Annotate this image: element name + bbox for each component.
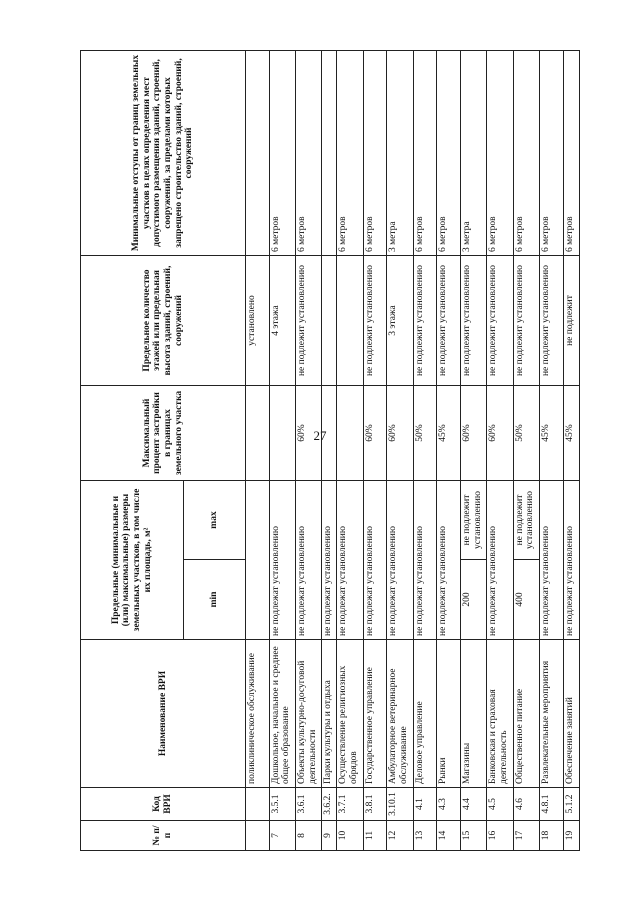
cell-min: не подлежат установлению <box>296 481 322 640</box>
page-number: 27 <box>313 428 327 443</box>
cell-setback <box>246 51 270 256</box>
cell-code: 4.5 <box>487 788 513 821</box>
table-body <box>246 51 580 851</box>
table-row <box>563 51 579 851</box>
table-row <box>513 51 539 851</box>
cell-floors: не подлежит <box>563 256 579 386</box>
cell-name: Объекты культурно-досуговой деятельности <box>296 640 322 788</box>
cell-num: 19 <box>563 821 579 851</box>
cell-setback: 3 метра <box>387 51 413 256</box>
cell-code: 4.1 <box>413 788 437 821</box>
header-setback: Минимальные отступы от границ земельных участков в целях определения мест допустимого размещения зданий, строений, сооружений, за пределами которых запрещено строительство зданий, строений, сооружений <box>81 51 246 256</box>
cell-setback: 6 метров <box>513 51 539 256</box>
cell-floors <box>337 256 363 386</box>
cell-name: Амбулаторное ветеринарное обслуживание <box>387 640 413 788</box>
cell-name: Банковская и страховая деятельность <box>487 640 513 788</box>
table-row <box>487 51 513 851</box>
cell-floors: установлено <box>246 256 270 386</box>
cell-min: не подлежат установлению <box>269 481 295 640</box>
cell-num: 9 <box>322 821 337 851</box>
cell-num: 7 <box>269 821 295 851</box>
cell-percent <box>322 386 337 481</box>
table-row <box>437 51 461 851</box>
cell-floors: не подлежит установлению <box>461 256 487 386</box>
cell-min: не подлежат установлению <box>563 481 579 640</box>
cell-setback: 6 метров <box>337 51 363 256</box>
cell-num: 11 <box>363 821 387 851</box>
table-row <box>387 51 413 851</box>
cell-name: Магазины <box>461 640 487 788</box>
cell-percent: 60% <box>363 386 387 481</box>
cell-num: 17 <box>513 821 539 851</box>
cell-num <box>246 821 270 851</box>
cell-num: 18 <box>540 821 564 851</box>
cell-floors: не подлежит установлению <box>487 256 513 386</box>
header-num: № п/п <box>81 821 246 851</box>
cell-setback: 6 метров <box>296 51 322 256</box>
cell-min: не подлежат установлению <box>540 481 564 640</box>
cell-min: 400 <box>513 560 539 640</box>
cell-percent: 60% <box>387 386 413 481</box>
cell-min: не подлежат установлению <box>363 481 387 640</box>
table-row <box>461 51 487 851</box>
cell-code: 3.6.1 <box>296 788 322 821</box>
cell-percent: 60% <box>461 386 487 481</box>
cell-floors <box>322 256 337 386</box>
cell-num: 15 <box>461 821 487 851</box>
cell-percent: 60% <box>296 386 322 481</box>
cell-min: не подлежат установлению <box>487 481 513 640</box>
cell-name: Общественное питание <box>513 640 539 788</box>
cell-min <box>246 481 270 640</box>
cell-floors: 3 этажа <box>387 256 413 386</box>
cell-min: не подлежат установлению <box>322 481 337 640</box>
cell-max: не подлежит установлению <box>461 481 487 560</box>
cell-min: 200 <box>461 560 487 640</box>
table-row <box>246 51 270 851</box>
cell-min: не подлежат установлению <box>337 481 363 640</box>
header-code: Код ВРИ <box>81 788 246 821</box>
cell-floors: не подлежит установлению <box>513 256 539 386</box>
cell-num: 8 <box>296 821 322 851</box>
cell-percent: 50% <box>413 386 437 481</box>
cell-setback: 6 метров <box>563 51 579 256</box>
vri-table <box>80 50 580 851</box>
header-size: Предельные (минимальные и (или) максимальные) размеры земельных участков, в том числе их площадь, м² <box>81 481 184 640</box>
cell-num: 14 <box>437 821 461 851</box>
table-row <box>269 51 295 851</box>
cell-code: 4.4 <box>461 788 487 821</box>
header-max: max <box>184 481 246 560</box>
cell-setback: 6 метров <box>413 51 437 256</box>
cell-code <box>246 788 270 821</box>
cell-code: 3.6.2. <box>322 788 337 821</box>
cell-min: не подлежат установлению <box>387 481 413 640</box>
cell-percent <box>269 386 295 481</box>
header-percent: Максимальный процент застройки в границах земельного участка <box>81 386 246 481</box>
cell-code: 5.1.2 <box>563 788 579 821</box>
cell-code: 3.8.1 <box>363 788 387 821</box>
cell-setback: 6 метров <box>269 51 295 256</box>
cell-percent <box>246 386 270 481</box>
cell-min: не подлежат установлению <box>437 481 461 640</box>
cell-floors: не подлежит установлению <box>540 256 564 386</box>
cell-setback: 6 метров <box>487 51 513 256</box>
cell-num: 13 <box>413 821 437 851</box>
cell-num: 16 <box>487 821 513 851</box>
cell-code: 4.6 <box>513 788 539 821</box>
cell-setback: 6 метров <box>437 51 461 256</box>
cell-percent: 45% <box>563 386 579 481</box>
cell-name: Парки культуры и отдыха <box>322 640 337 788</box>
cell-num: 12 <box>387 821 413 851</box>
cell-floors: не подлежит установлению <box>363 256 387 386</box>
rotated-table-wrapper <box>80 51 580 851</box>
cell-setback: 3 метра <box>461 51 487 256</box>
cell-code: 3.7.1 <box>337 788 363 821</box>
cell-floors: не подлежит установлению <box>413 256 437 386</box>
cell-floors: не подлежит установлению <box>296 256 322 386</box>
table-row <box>413 51 437 851</box>
cell-percent <box>337 386 363 481</box>
cell-percent: 50% <box>513 386 539 481</box>
header-name: Наименование ВРИ <box>81 640 246 788</box>
cell-code: 4.8.1 <box>540 788 564 821</box>
cell-name: Дошкольное, начальное и среднее общее образование <box>269 640 295 788</box>
cell-percent: 60% <box>487 386 513 481</box>
cell-code: 4.3 <box>437 788 461 821</box>
cell-setback: 6 метров <box>540 51 564 256</box>
table-row <box>296 51 322 851</box>
cell-setback: 6 метров <box>363 51 387 256</box>
cell-name: Деловое управление <box>413 640 437 788</box>
cell-floors: не подлежит установлению <box>437 256 461 386</box>
table-row <box>540 51 564 851</box>
table-row <box>337 51 363 851</box>
cell-name: Государственное управление <box>363 640 387 788</box>
cell-setback <box>322 51 337 256</box>
table-row <box>363 51 387 851</box>
cell-name: Развлекательные мероприятия <box>540 640 564 788</box>
cell-floors: 4 этажа <box>269 256 295 386</box>
cell-code: 3.10.1 <box>387 788 413 821</box>
cell-name: Осуществление религиозных обрядов <box>337 640 363 788</box>
cell-name: поликлиническое обслуживание <box>246 640 270 788</box>
header-floors: Предельное количество этажей или предельная высота зданий, строений, сооружений <box>81 256 246 386</box>
cell-max: не подлежит установлению <box>513 481 539 560</box>
cell-name: Обеспечение занятий <box>563 640 579 788</box>
header-min: min <box>184 560 246 640</box>
cell-num: 10 <box>337 821 363 851</box>
cell-percent: 45% <box>437 386 461 481</box>
cell-name: Рынки <box>437 640 461 788</box>
table-row <box>322 51 337 851</box>
cell-percent: 45% <box>540 386 564 481</box>
cell-code: 3.5.1 <box>269 788 295 821</box>
cell-min: не подлежат установлению <box>413 481 437 640</box>
